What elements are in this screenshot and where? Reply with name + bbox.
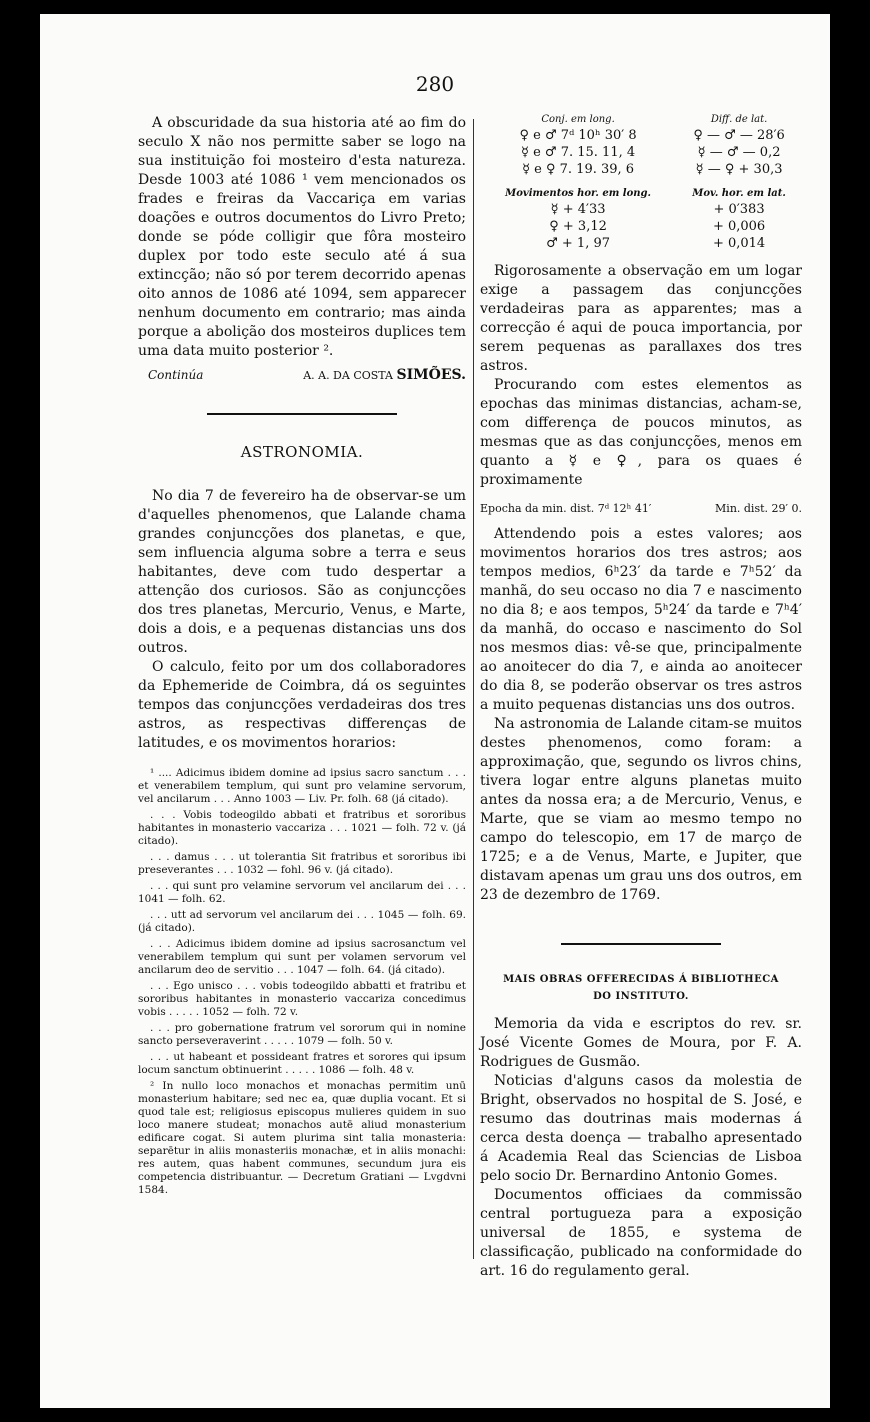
table-cell: ☿ — ♀ + 30,3 [695, 162, 783, 177]
section-rule [207, 413, 397, 415]
author-prefix: A. A. DA COSTA [303, 369, 393, 382]
table-cell: ☿ — ♂ — 0,2 [697, 145, 781, 160]
paragraph-rigorosamente: Rigorosamente a observação em um logar exige a passagem das conjuncções verdadeiras para as apparentes; mas a correcção é aqui de pouca importancia, por serem pequenas as parallaxes dos tres astros. [480, 263, 802, 374]
table-row [480, 161, 802, 178]
table-cell: ☿ + 4′33 [550, 202, 606, 217]
left-column [138, 114, 466, 1200]
author-name: SIMÕES. [396, 367, 466, 383]
table-cell: + 0,014 [712, 236, 766, 251]
footnote: . . . Adicimus ibidem domine ad ipsius sacrosanctum vel venerabilem templum qui sunt per volamen servorum vel ancilarum deo de servitio . . . 1047 — folh. 64. (já citado). [138, 938, 466, 976]
table-header: Movimentos hor. em long. [505, 188, 651, 199]
table-header: Mov. hor. em lat. [692, 188, 786, 199]
table-cell: + 0,006 [712, 219, 766, 234]
table-header: Diff. de lat. [710, 114, 768, 125]
footnote: . . . Vobis todeogildo abbati et fratribus et sororibus habitantes in monasterio vaccariza . . . 1021 — folh. 72 v. (já citado). [138, 809, 466, 847]
epoch-line [480, 502, 802, 515]
footnote: . . . qui sunt pro velamine servorum vel ancilarum dei . . . 1041 — folh. 62. [138, 880, 466, 905]
heading-line: DO INSTITUTO. [593, 991, 689, 1002]
paragraph-memoria: Memoria da vida e escriptos do rev. sr. José Vicente Gomes de Moura, por F. A. Rodrigues de Gusmão. [480, 1016, 802, 1070]
footnote: . . . pro gobernatione fratrum vel sororum qui in nomine sancto perseveraverint . . . . . 1079 — folh. 50 v. [138, 1022, 466, 1047]
footnotes [138, 767, 466, 1197]
paragraph-noticias: Noticias d'alguns casos da molestia de Bright, observados no hospital de S. José, e resumo das doutrinas mais modernas á cerca desta doença — trabalho apresentado á Academia Real das Sciencias de Lisboa pelo socio Dr. Bernardino Antonio Gomes. [480, 1073, 802, 1184]
column-divider [473, 119, 474, 1259]
footnote: . . . utt ad servorum vel ancilarum dei . . . 1045 — folh. 69. (já citado). [138, 909, 466, 934]
paragraph-calculo: O calculo, feito por um dos collaboradores da Ephemeride de Coimbra, dá os seguintes tempos das conjuncções verdadeiras dos tres astros, as respectivas differenças de latitudes, e os movimentos horarios: [138, 659, 466, 751]
footnote: ¹ .... Adicimus ibidem domine ad ipsius sacro sanctum . . . et venerabilem templum, qui sunt pro velamine servorum, vel ancilarum . . . Anno 1003 — Liv. Pr. folh. 68 (já citado). [138, 767, 466, 805]
table-cell: ♀ e ♂ 7ᵈ 10ʰ 30′ 8 [519, 128, 637, 143]
paragraph-procurando: Procurando com estes elementos as epochas das minimas distancias, acham-se, com differença de poucos minutos, as mesmas que as das conjuncções, menos em quanto a ☿ e ♀, para os quaes é proximamente [480, 377, 802, 488]
table-cell: ☿ e ♀ 7. 19. 39, 6 [522, 162, 635, 177]
table-cell: ☿ e ♂ 7. 15. 11, 4 [520, 145, 636, 160]
right-column [480, 114, 802, 1281]
table-row [480, 235, 802, 252]
table-cell: ♂ + 1, 97 [546, 236, 611, 251]
epoch-left: Epocha da min. dist. 7ᵈ 12ʰ 41′ [480, 502, 652, 515]
paragraph-attendendo: Attendendo pois a estes valores; aos movimentos horarios dos tres astros; aos tempos medios, 6ʰ23′ da tarde e 7ʰ52′ da manhã, do seu occaso no dia 7 e nascimento no dia 8; e aos tempos, 5ʰ24′ da tarde e 7ʰ4′ da manhã, do occaso e nascimento do Sol nos mesmos dias: vê-se que, principalmente ao anoitecer do dia 7, e ainda ao anoitecer do dia 8, se poderão observar os tres astros a muito pequenas distancias uns dos outros. [480, 526, 802, 713]
conjunction-table [480, 114, 802, 252]
table-cell: ♀ — ♂ — 28′6 [693, 128, 785, 143]
document-page [40, 14, 830, 1408]
paragraph-documentos: Documentos officiaes da commissão central portugueza para a exposição universal de 1855, e systema de classificação, publicado na conformidade do art. 16 do regulamento geral. [480, 1187, 802, 1279]
section-heading-mais-obras [480, 971, 802, 1005]
section-rule [561, 943, 721, 945]
signature-line [138, 367, 466, 383]
author [303, 367, 466, 383]
paragraph-fevereiro: No dia 7 de fevereiro ha de observar-se um d'aquelles phenomenos, que Lalande chama grandes conjuncções dos planetas, e que, sem influencia alguma sobre a terra e seus habitantes, deve com tudo despertar a attenção dos curiosos. São as conjuncções dos tres planetas, Mercurio, Venus, e Marte, dois a dois, e a pequenas distancias uns dos outros. [138, 488, 466, 656]
paragraph-lalande: Na astronomia de Lalande citam-se muitos destes phenomenos, como foram: a approximação, que, segundo os livros chins, tivera logar entre alguns planetas muito antes da nossa era; a de Mercurio, Venus, e Marte, que se viam ao mesmo tempo no campo do telescopio, em 17 de março de 1725; e a de Venus, Marte, e Jupiter, que distavam apenas um grau uns dos outros, em 23 de dezembro de 1769. [480, 716, 802, 903]
table-row [480, 127, 802, 144]
table-row [480, 218, 802, 235]
footnote: . . . ut habeant et possideant fratres et sorores qui ipsum locum sanctum obtinuerint . . . . . 1086 — folh. 48 v. [138, 1051, 466, 1076]
heading-line: MAIS OBRAS OFFERECIDAS Á BIBLIOTHECA [503, 974, 779, 985]
section-heading-astronomia: ASTRONOMIA. [240, 443, 364, 461]
table-row [480, 201, 802, 218]
page-number: 280 [415, 72, 455, 96]
continua-label: Continúa [148, 368, 204, 382]
epoch-right: Min. dist. 29′ 0. [715, 502, 802, 515]
table-cell: ♀ + 3,12 [549, 219, 607, 234]
footnote: . . . damus . . . ut tolerantia Sit fratribus et sororibus ibi preseverantes . . . 1032 — fohl. 96 v. (já citado). [138, 851, 466, 876]
footnote: ² In nullo loco monachos et monachas permitim unū monasterium habitare; sed nec ea, quæ duplia vocant. Et si quod tale est; religiosus episcopus mulieres quidem in suo loco manere studeat; monachos autē aliud monasterium edificare cogat. Si autem plurima sint talia monasteria: separētur in aliis monasteriis monachæ, et in aliis monachi: res autem, quas habent communes, secundum jura eis competencia distribuantur. — Decretum Gratiani — Lvgdvni 1584. [138, 1080, 466, 1196]
table-cell: + 0′383 [713, 202, 765, 217]
table-header: Conj. em long. [541, 114, 615, 125]
table-row [480, 144, 802, 161]
footnote: . . . Ego unisco . . . vobis todeogildo abbatti et fratribu et sororibus habitantes in monasterio vaccariza concedimus vobis . . . . . 1052 — folh. 72 v. [138, 980, 466, 1018]
paragraph-obscuridade: A obscuridade da sua historia até ao fim do seculo X não nos permitte saber se logo na sua instituição foi mosteiro d'esta natureza. Desde 1003 até 1086 ¹ vem mencionados os frades e freiras da Vaccariça em varias doações e outros documentos do Livro Preto; donde se póde colligir que fôra mosteiro duplex por todo este seculo até á sua extincção; não só por terem decorrido apenas oito annos de 1086 até 1094, sem apparecer nenhum documento em contrario; mas ainda porque a abolição dos mosteiros duplices tem uma data muito posterior ². [138, 115, 466, 359]
